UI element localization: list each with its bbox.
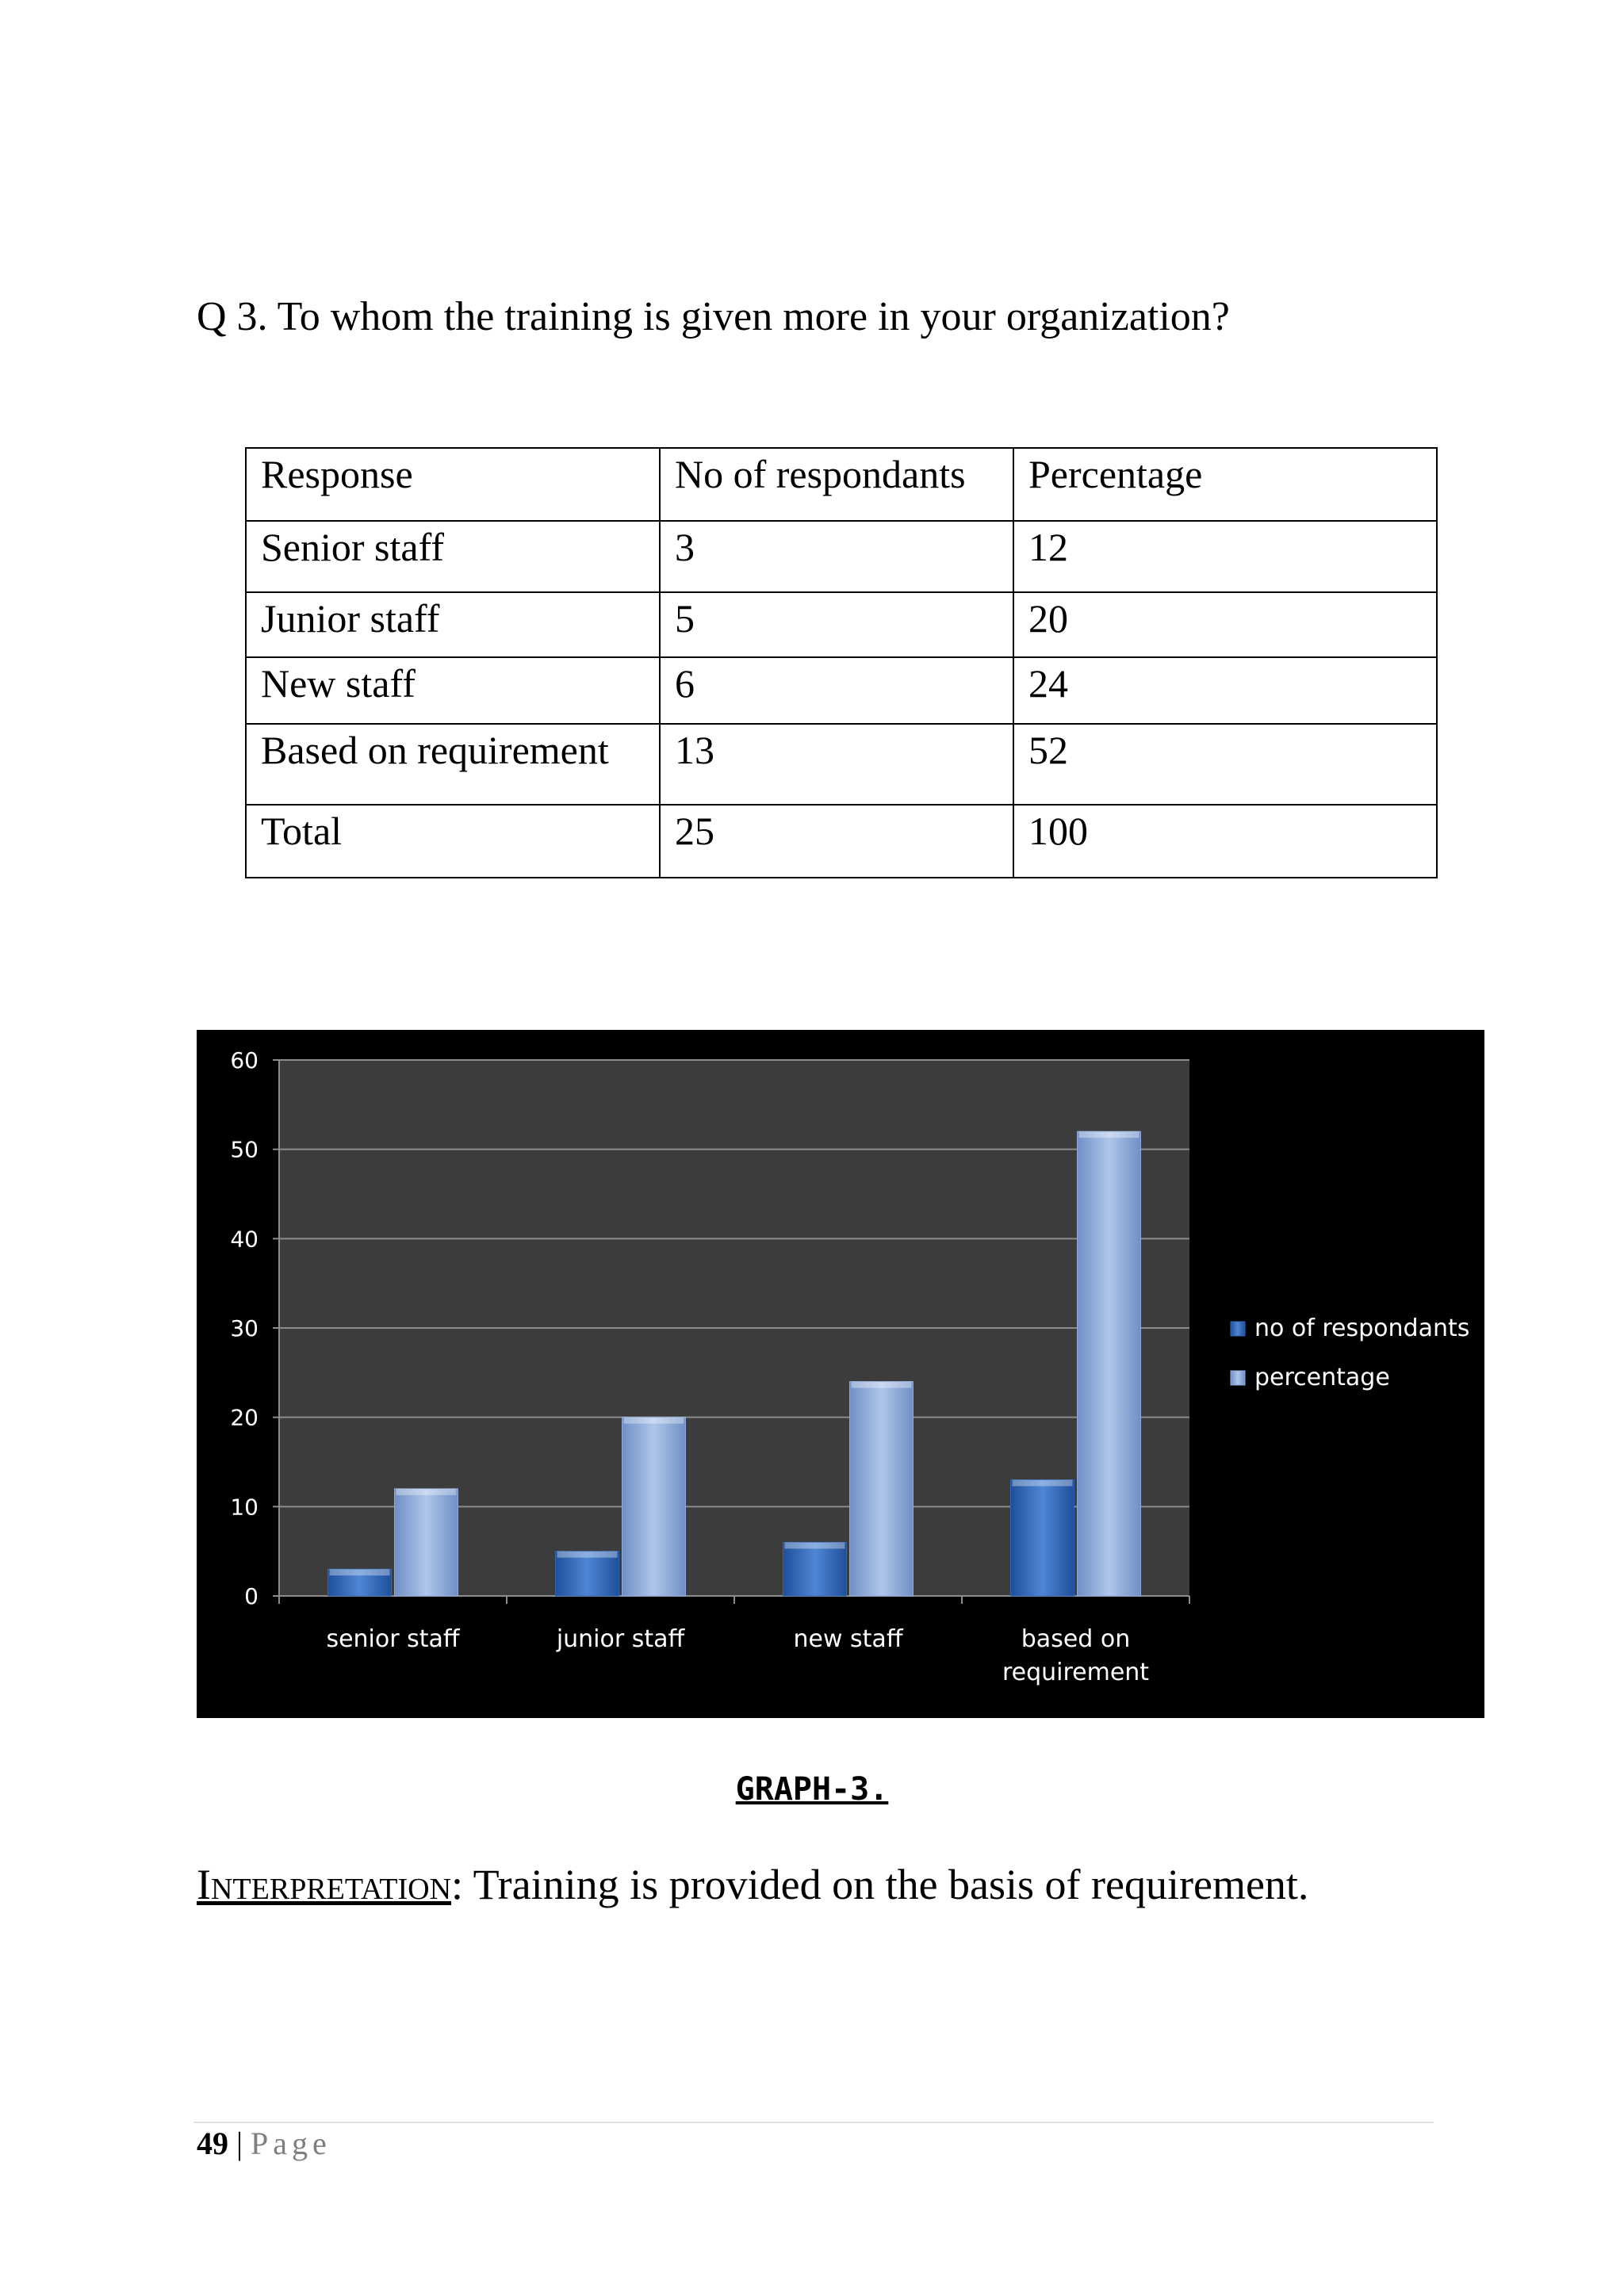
table-header-row (246, 448, 1437, 521)
bar-highlight (330, 1569, 390, 1575)
footer-divider (193, 2122, 1434, 2123)
table-cell: Based on requirement (246, 724, 660, 805)
bar-highlight (852, 1382, 912, 1388)
x-tick-label: new staff (793, 1625, 903, 1653)
table-cell: Senior staff (246, 521, 660, 592)
bar-highlight (785, 1542, 845, 1548)
bar (1011, 1480, 1074, 1596)
x-tick-label: junior staff (556, 1625, 685, 1653)
bar (622, 1418, 686, 1596)
question-text: Q 3. To whom the training is given more in your organization? (197, 294, 1230, 339)
response-table (245, 447, 1438, 878)
legend-label: percentage (1254, 1364, 1390, 1391)
x-tick-label: based on (1021, 1625, 1131, 1653)
table-header-cell: Percentage (1013, 448, 1437, 521)
y-tick-label: 40 (230, 1226, 259, 1253)
table-cell: 24 (1013, 657, 1437, 724)
bar-chart-svg (197, 1030, 1484, 1718)
y-tick-label: 50 (230, 1136, 259, 1163)
table-cell: 20 (1013, 592, 1437, 657)
table-cell: 5 (660, 592, 1013, 657)
table-cell: Total (246, 805, 660, 878)
bar-highlight (624, 1418, 684, 1424)
legend-swatch (1231, 1371, 1245, 1385)
table-cell: New staff (246, 657, 660, 724)
table-total-row (246, 805, 1437, 878)
table-row (246, 724, 1437, 805)
interpretation-label: Interpretation (197, 1861, 452, 1908)
table-cell: 52 (1013, 724, 1437, 805)
table-cell: 100 (1013, 805, 1437, 878)
bar-chart (197, 1030, 1484, 1718)
y-tick-label: 30 (230, 1315, 259, 1341)
table-cell: 6 (660, 657, 1013, 724)
table-row (246, 657, 1437, 724)
graph-caption: GRAPH-3. (735, 1771, 889, 1808)
page-label: Page (251, 2126, 331, 2161)
legend-swatch (1231, 1322, 1245, 1336)
table-row (246, 521, 1437, 592)
x-tick-label: senior staff (326, 1625, 460, 1653)
y-tick-label: 10 (230, 1494, 259, 1521)
bar (850, 1382, 914, 1596)
bar (1078, 1131, 1141, 1596)
table-header-cell: Response (246, 448, 660, 521)
table-cell: 3 (660, 521, 1013, 592)
page-number: 49 (197, 2126, 228, 2161)
bar (395, 1489, 458, 1596)
x-tick-label: requirement (1002, 1659, 1150, 1686)
footer-separator: | (228, 2126, 251, 2161)
bar-highlight (1079, 1131, 1139, 1138)
table-header-cell: No of respondants (660, 448, 1013, 521)
table-cell: 13 (660, 724, 1013, 805)
bar-highlight (396, 1489, 457, 1495)
table-cell: Junior staff (246, 592, 660, 657)
interpretation-text: : Training is provided on the basis of requirement. (451, 1861, 1309, 1908)
y-tick-label: 60 (230, 1047, 259, 1073)
page-footer (197, 2125, 331, 2162)
table-row (246, 592, 1437, 657)
bar (783, 1542, 847, 1596)
bar-highlight (1013, 1480, 1073, 1487)
table-cell: 12 (1013, 521, 1437, 592)
y-tick-label: 0 (244, 1583, 259, 1609)
bar (556, 1552, 619, 1596)
table-cell: 25 (660, 805, 1013, 878)
y-tick-label: 20 (230, 1404, 259, 1431)
bar-highlight (557, 1552, 618, 1558)
interpretation (197, 1860, 1308, 1909)
legend-label: no of respondants (1254, 1314, 1470, 1342)
